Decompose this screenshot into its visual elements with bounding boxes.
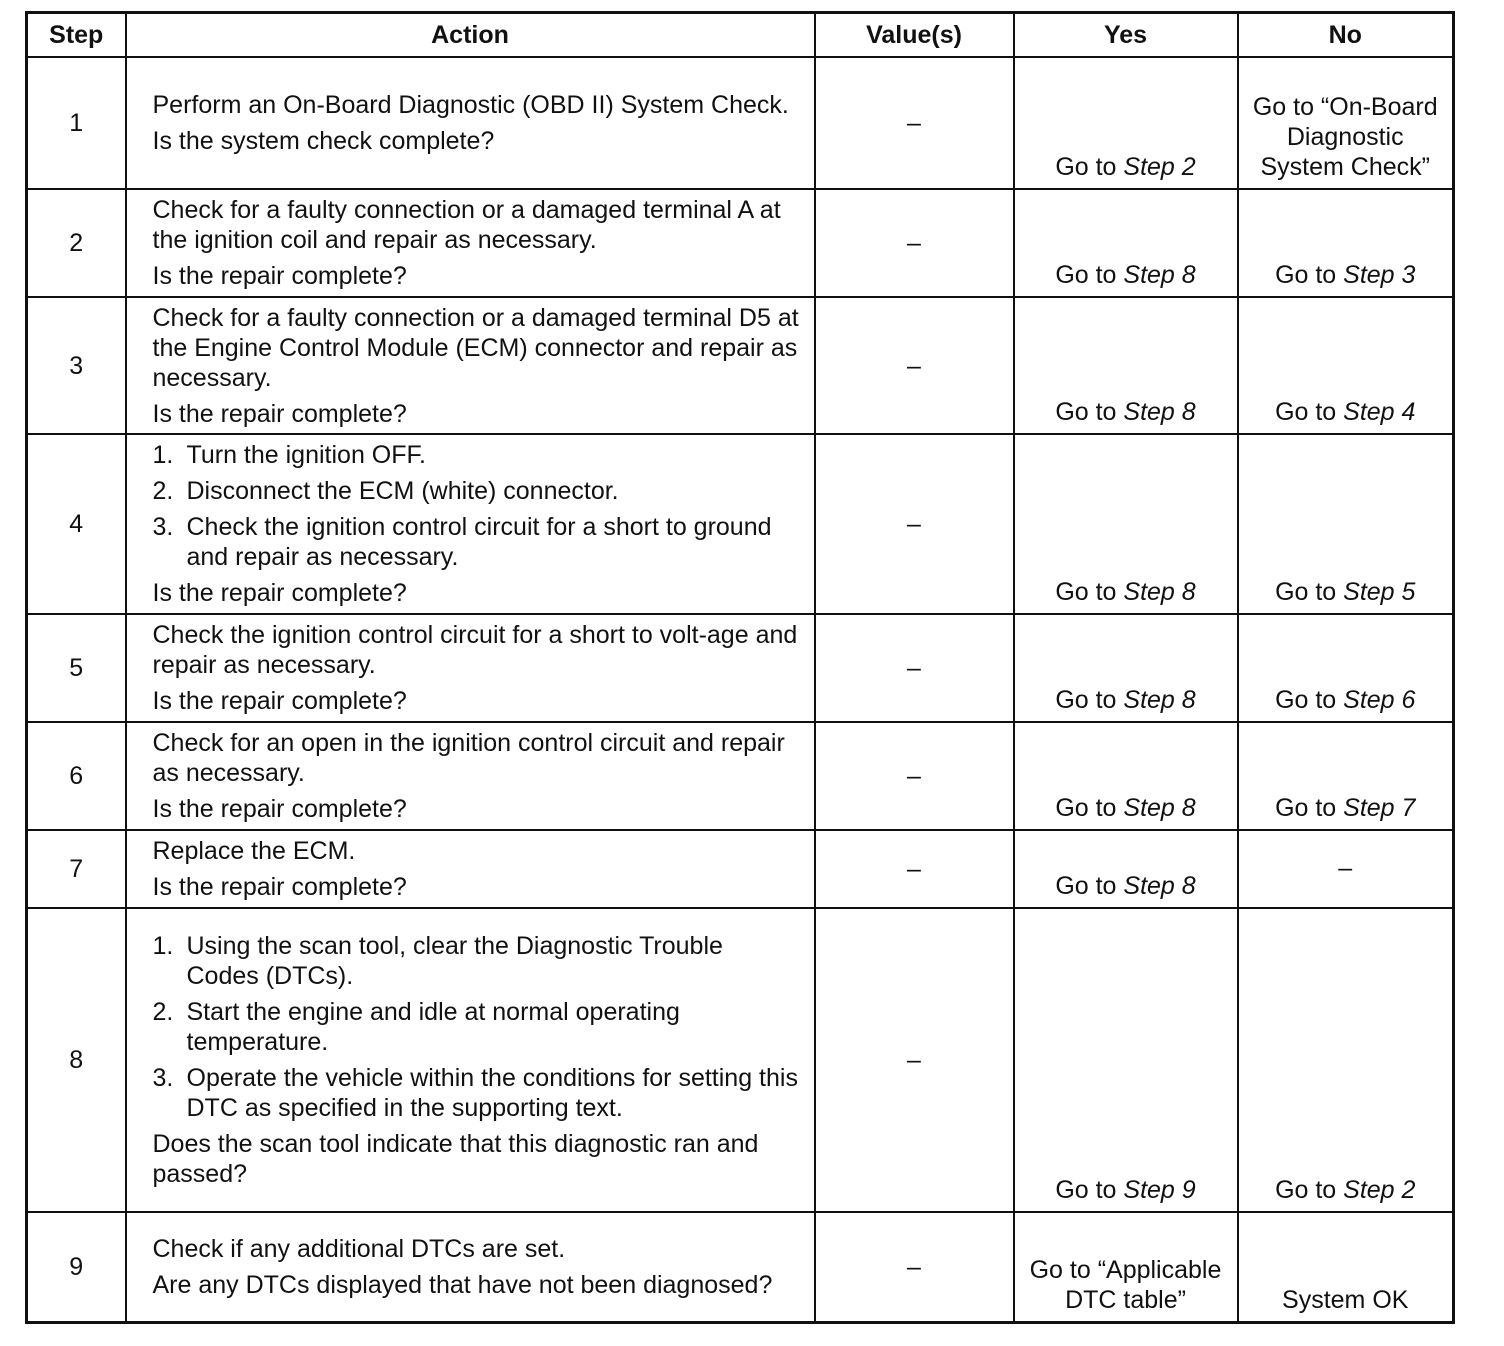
table-row (27, 297, 1454, 434)
action-cell (126, 908, 815, 1212)
action-text: Check if any additional DTCs are set. (152, 1234, 566, 1263)
value-cell: – (815, 434, 1014, 614)
action-cell (126, 614, 815, 722)
table-row (27, 57, 1454, 189)
step-number: 4 (27, 434, 126, 614)
action-text: Check for an open in the ignition control circuit and repair as necessary. (152, 729, 785, 787)
no-outcome-step-link: Step 2 (1343, 1176, 1416, 1204)
yes-outcome (1014, 57, 1238, 189)
no-outcome-step-link: Step 3 (1343, 261, 1416, 289)
yes-outcome-prefix: Go to (1055, 1176, 1124, 1204)
table-row (27, 830, 1454, 908)
no-outcome (1238, 189, 1454, 297)
value-cell: – (815, 830, 1014, 908)
value-cell: – (815, 1212, 1014, 1322)
yes-outcome (1014, 1212, 1238, 1322)
yes-outcome-step-link: Step 8 (1123, 794, 1196, 822)
no-outcome-text: – (1338, 854, 1353, 882)
action-list-item (153, 476, 802, 506)
yes-outcome-step-link: Step 8 (1123, 261, 1196, 289)
step-number: 8 (27, 908, 126, 1212)
step-number: 5 (27, 614, 126, 722)
no-outcome (1238, 908, 1454, 1212)
action-steps-list (153, 440, 802, 572)
list-item-number: 2. (152, 477, 174, 505)
action-question: Is the repair complete? (152, 399, 407, 428)
header-action: Action (126, 13, 815, 58)
no-outcome (1238, 722, 1454, 830)
action-cell (126, 57, 815, 189)
yes-outcome (1014, 297, 1238, 434)
yes-outcome (1014, 722, 1238, 830)
step-number: 3 (27, 297, 126, 434)
no-outcome-step-link: Step 4 (1343, 398, 1416, 426)
action-list-item (153, 1063, 802, 1123)
no-outcome-prefix: Go to (1275, 398, 1344, 426)
action-steps-list (153, 931, 802, 1123)
table-row (27, 434, 1454, 614)
header-step: Step (27, 13, 126, 58)
yes-outcome-prefix: Go to (1055, 578, 1124, 606)
no-outcome-text: Go to “On-Board Diagnostic System Check” (1252, 93, 1438, 181)
no-outcome-prefix: Go to (1275, 686, 1344, 714)
no-outcome-text: System OK (1282, 1285, 1409, 1314)
no-outcome-prefix: Go to (1275, 261, 1344, 289)
action-cell (126, 722, 815, 830)
diagnostic-table (25, 11, 1455, 1324)
no-outcome-prefix: Go to (1275, 794, 1344, 822)
action-text: Check for a faulty connection or a damaged terminal A at the ignition coil and repair as necessary. (152, 196, 781, 254)
action-question: Are any DTCs displayed that have not been diagnosed? (152, 1270, 773, 1299)
action-text: Perform an On-Board Diagnostic (OBD II) System Check. (152, 91, 789, 119)
list-item-number: 1. (152, 932, 174, 960)
yes-outcome-prefix: Go to (1055, 872, 1124, 900)
action-list-item (153, 997, 802, 1057)
yes-outcome-prefix: Go to (1055, 153, 1124, 181)
action-list-item (153, 931, 802, 991)
action-question: Is the repair complete? (152, 262, 407, 290)
value-cell: – (815, 57, 1014, 189)
table-row (27, 1212, 1454, 1322)
yes-outcome-step-link: Step 8 (1123, 872, 1196, 900)
list-item-text: Start the engine and idle at normal operating temperature. (186, 998, 680, 1056)
no-outcome-prefix: Go to (1275, 1176, 1344, 1204)
yes-outcome-step-link: Step 8 (1123, 398, 1196, 426)
header-row (27, 13, 1454, 58)
action-cell (126, 297, 815, 434)
action-cell (126, 1212, 815, 1322)
yes-outcome-step-link: Step 9 (1123, 1176, 1196, 1204)
value-cell: – (815, 297, 1014, 434)
yes-outcome-prefix: Go to (1055, 686, 1124, 714)
action-cell (126, 189, 815, 297)
step-number: 1 (27, 57, 126, 189)
yes-outcome-prefix: Go to (1055, 794, 1124, 822)
list-item-text: Turn the ignition OFF. (186, 441, 426, 469)
no-outcome-step-link: Step 6 (1343, 686, 1416, 714)
no-outcome (1238, 297, 1454, 434)
yes-outcome-prefix: Go to (1055, 398, 1124, 426)
action-list-item (153, 512, 802, 572)
step-number: 9 (27, 1212, 126, 1322)
value-cell: – (815, 189, 1014, 297)
yes-outcome (1014, 434, 1238, 614)
no-outcome (1238, 434, 1454, 614)
action-question: Is the repair complete? (152, 873, 407, 901)
value-cell: – (815, 908, 1014, 1212)
yes-outcome-prefix: Go to (1055, 261, 1124, 289)
action-cell (126, 434, 815, 614)
list-item-number: 3. (152, 513, 174, 541)
list-item-text: Check the ignition control circuit for a short to ground and repair as necessary. (186, 513, 772, 571)
action-question: Is the system check complete? (152, 127, 495, 155)
no-outcome (1238, 614, 1454, 722)
action-question: Is the repair complete? (152, 579, 407, 607)
yes-outcome (1014, 614, 1238, 722)
header-no: No (1238, 13, 1454, 58)
list-item-text: Disconnect the ECM (white) connector. (186, 477, 619, 505)
header-yes: Yes (1014, 13, 1238, 58)
header-values: Value(s) (815, 13, 1014, 58)
step-number: 2 (27, 189, 126, 297)
no-outcome-step-link: Step 7 (1343, 794, 1416, 822)
list-item-number: 1. (152, 441, 174, 469)
table-row (27, 722, 1454, 830)
action-list-item (153, 440, 802, 470)
table-body (27, 57, 1454, 1322)
value-cell: – (815, 722, 1014, 830)
yes-outcome-step-link: Step 2 (1123, 153, 1196, 181)
action-text: Check for a faulty connection or a damaged terminal D5 at the Engine Control Module (ECM) connector and repair as necessary. (152, 303, 799, 392)
value-cell: – (815, 614, 1014, 722)
yes-outcome-step-link: Step 8 (1123, 686, 1196, 714)
action-cell (126, 830, 815, 908)
action-question: Is the repair complete? (152, 795, 407, 823)
action-question: Is the repair complete? (152, 687, 407, 715)
yes-outcome-step-link: Step 8 (1123, 578, 1196, 606)
list-item-text: Using the scan tool, clear the Diagnostic Trouble Codes (DTCs). (186, 932, 723, 990)
list-item-number: 3. (152, 1064, 174, 1092)
no-outcome-step-link: Step 5 (1343, 578, 1416, 606)
action-question: Does the scan tool indicate that this diagnostic ran and passed? (152, 1130, 759, 1188)
no-outcome (1238, 830, 1454, 908)
no-outcome (1238, 57, 1454, 189)
table-row (27, 189, 1454, 297)
yes-outcome (1014, 908, 1238, 1212)
no-outcome-prefix: Go to (1275, 578, 1344, 606)
list-item-text: Operate the vehicle within the conditions for setting this DTC as specified in the supporting text. (186, 1064, 798, 1122)
action-text: Replace the ECM. (152, 837, 356, 865)
step-number: 6 (27, 722, 126, 830)
yes-outcome-text: Go to “Applicable DTC table” (1029, 1255, 1222, 1314)
no-outcome (1238, 1212, 1454, 1322)
yes-outcome (1014, 830, 1238, 908)
step-number: 7 (27, 830, 126, 908)
table-row (27, 908, 1454, 1212)
table-row (27, 614, 1454, 722)
list-item-number: 2. (152, 998, 174, 1026)
action-text: Check the ignition control circuit for a short to volt-age and repair as necessary. (152, 621, 798, 679)
yes-outcome (1014, 189, 1238, 297)
